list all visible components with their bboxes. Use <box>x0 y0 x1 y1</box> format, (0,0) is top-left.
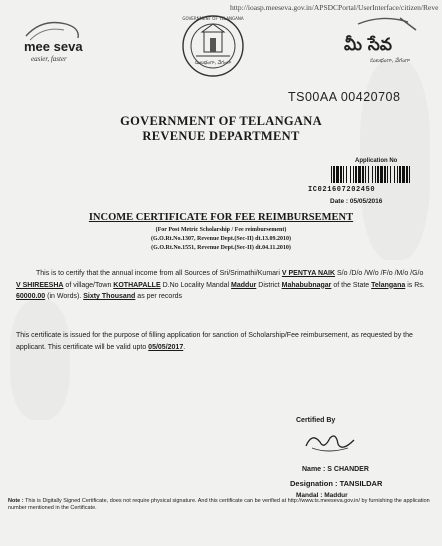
parent-name: V SHIREESHA <box>16 281 64 289</box>
designation-value: TANSILDAR <box>339 479 383 488</box>
barcode-bar <box>380 166 383 183</box>
valid-upto-date: 05/05/2017 <box>148 343 184 351</box>
barcode-bar <box>387 166 388 183</box>
p1-intro: This is to certify that the annual income from all Sources of Sri/Srimathi/Kumari <box>36 270 280 277</box>
logo-left-tagline: easier, faster <box>31 55 67 63</box>
p1-relation: /D/o /W/o /F/o /M/o /G/o <box>349 270 424 277</box>
barcode-bar <box>346 166 347 183</box>
emblem-caption: సులభంగా, వేగంగా <box>194 60 232 66</box>
department-heading: REVENUE DEPARTMENT <box>142 129 300 143</box>
barcode-bar <box>384 166 386 183</box>
barcode-bar <box>409 166 410 183</box>
telangana-emblem <box>166 14 260 78</box>
application-barcode <box>330 166 414 183</box>
income-amount-words: Sixty Thousand <box>83 293 136 300</box>
barcode-bar <box>350 166 351 183</box>
income-paragraph <box>16 268 426 303</box>
purpose-paragraph <box>16 330 426 353</box>
p1-district: District <box>258 281 280 289</box>
paper-stain <box>10 300 70 420</box>
name-value: S CHANDER <box>327 466 369 473</box>
barcode-bar <box>368 166 369 183</box>
barcode-bar <box>365 166 366 183</box>
barcode-bar <box>362 166 364 183</box>
government-heading: GOVERNMENT OF TELANGANA <box>120 114 322 128</box>
barcode-bar <box>397 166 398 183</box>
barcode-bar <box>394 166 395 183</box>
mee-seva-telugu-logo <box>338 14 422 68</box>
certified-by-label: Certified By <box>296 417 336 424</box>
income-amount: 60000.00 <box>16 293 46 300</box>
note-label: Note : <box>8 498 24 504</box>
barcode-bar <box>336 166 339 183</box>
mandal-label: Mandal : <box>296 492 323 499</box>
state-name: Telangana <box>371 281 406 289</box>
barcode-bar <box>375 166 376 183</box>
logo-right-name: మీ సేవ <box>344 35 392 55</box>
mee-seva-logo <box>22 16 84 66</box>
p1-locality: D.No Locality Mandal <box>162 281 230 289</box>
applicant-name: V PENTYA NAIK <box>281 270 336 277</box>
p1-so: S/o <box>337 270 348 277</box>
logo-left-name: mee seva <box>24 39 83 54</box>
application-no-label: Application No <box>355 158 398 164</box>
barcode-bar <box>355 166 357 183</box>
barcode-bar <box>399 166 401 183</box>
barcode-bar <box>406 166 408 183</box>
barcode-bar <box>340 166 342 183</box>
date-label: Date : <box>330 198 349 205</box>
p2-end: . <box>183 343 186 351</box>
p1-state: of the State <box>333 281 370 289</box>
p1-is: is Rs. <box>407 281 425 289</box>
barcode-bar <box>333 166 335 183</box>
barcode-bar <box>377 166 379 183</box>
logo-right-tagline: సులభంగా, వేగంగా <box>370 58 411 64</box>
officer-signature <box>302 428 358 458</box>
p1-village-label: of village/Town <box>65 281 112 289</box>
barcode-bar <box>343 166 344 183</box>
p1-words: (in Words). <box>47 293 82 300</box>
designation-label: Designation : <box>290 479 338 488</box>
p2-text: This certificate is issued for the purpose of filling application for sanction of Scholarship/Fee reimbursement, as requested by the applicant. This certificate will be valid upto <box>16 332 413 351</box>
officer-designation <box>290 479 382 488</box>
application-date <box>330 198 382 205</box>
emblem-text: GOVERNMENT OF TELANGANA <box>182 16 244 21</box>
certificate-subtitle: (For Post Metric Scholarship / Fee reimbursement) <box>155 227 287 233</box>
mandal-name: Maddur <box>231 281 257 289</box>
name-label: Name : <box>302 466 326 473</box>
page-url: http://ioasp.meeseva.gov.in/APSDCPortal/UserInterface/citizen/Reve <box>230 3 439 12</box>
barcode-bar <box>331 166 332 183</box>
go-reference-2: (G.O.Rt.No.1551, Revenue Dept.(Sec-II) dt.04.11.2010) <box>151 245 291 251</box>
application-number: IC021607202450 <box>308 186 376 194</box>
barcode-bar <box>390 166 391 183</box>
p1-end: as per records <box>137 293 183 300</box>
mandal-value: Maddur <box>324 492 348 499</box>
barcode-bar <box>358 166 361 183</box>
barcode-bar <box>402 166 405 183</box>
district-name: Mahabubnagar <box>281 281 332 289</box>
barcode-bar <box>372 166 373 183</box>
village-name: KOTHAPALLE <box>113 281 161 289</box>
barcode-bar <box>353 166 354 183</box>
officer-name <box>302 466 369 473</box>
date-value: 05/05/2016 <box>349 198 383 205</box>
verification-note <box>8 498 433 512</box>
certificate-title: INCOME CERTIFICATE FOR FEE REIMBURSEMENT <box>88 212 354 223</box>
certificate-serial: TS00AA 00420708 <box>288 90 401 104</box>
go-reference-1: (G.O.Rt.No.1307, Revenue Dept.(Sec-II) dt.13.09.2010) <box>151 236 291 242</box>
note-text: This is Digitally Signed Certificate, does not require physical signature. And this certificate can be verified at http://www.ts.meeseva.gov.in/ by furnishing the application number mentioned in the Certificate. <box>8 498 430 511</box>
